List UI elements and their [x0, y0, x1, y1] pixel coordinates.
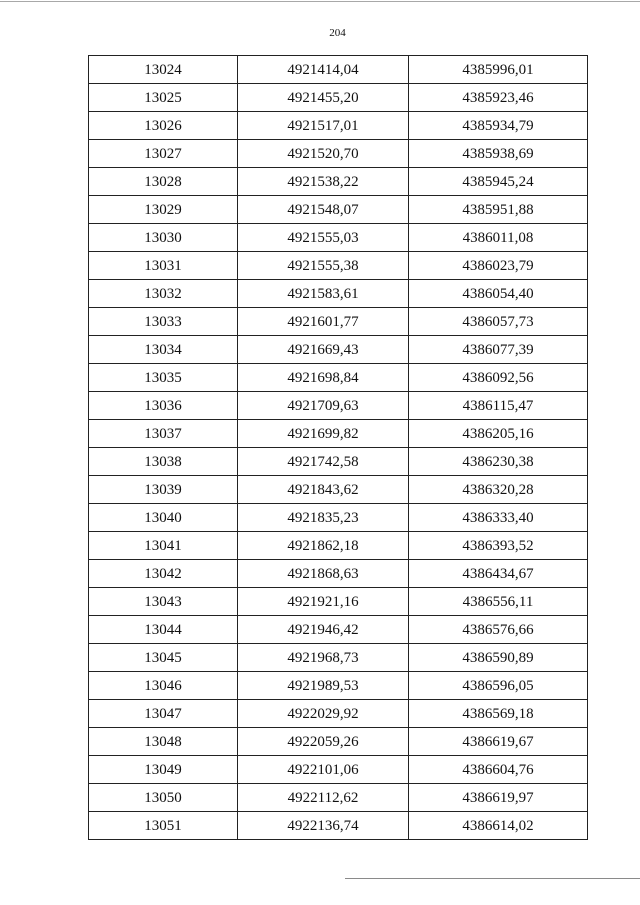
coordinate-x-cell: 4921835,23 [238, 504, 409, 532]
table-row [89, 532, 588, 560]
table-row [89, 784, 588, 812]
coordinate-y-cell: 4386576,66 [409, 616, 588, 644]
coordinate-x-cell: 4922136,74 [238, 812, 409, 840]
coordinate-y-cell: 4386619,97 [409, 784, 588, 812]
point-number-cell: 13040 [89, 504, 238, 532]
coordinate-y-cell: 4386556,11 [409, 588, 588, 616]
coordinate-x-cell: 4921583,61 [238, 280, 409, 308]
table-row [89, 700, 588, 728]
coordinate-y-cell: 4386320,28 [409, 476, 588, 504]
table-row [89, 140, 588, 168]
point-number-cell: 13039 [89, 476, 238, 504]
point-number-cell: 13038 [89, 448, 238, 476]
coordinate-y-cell: 4386619,67 [409, 728, 588, 756]
coordinate-y-cell: 4386092,56 [409, 364, 588, 392]
coordinate-x-cell: 4921669,43 [238, 336, 409, 364]
table-row [89, 112, 588, 140]
coordinate-y-cell: 4386604,76 [409, 756, 588, 784]
point-number-cell: 13044 [89, 616, 238, 644]
coordinate-x-cell: 4921709,63 [238, 392, 409, 420]
point-number-cell: 13025 [89, 84, 238, 112]
coordinate-x-cell: 4921868,63 [238, 560, 409, 588]
point-number-cell: 13048 [89, 728, 238, 756]
table-row [89, 420, 588, 448]
coordinate-y-cell: 4386596,05 [409, 672, 588, 700]
coordinate-x-cell: 4921555,38 [238, 252, 409, 280]
table-row [89, 812, 588, 840]
coordinate-x-cell: 4921698,84 [238, 364, 409, 392]
point-number-cell: 13036 [89, 392, 238, 420]
table-row [89, 224, 588, 252]
point-number-cell: 13043 [89, 588, 238, 616]
table-row [89, 392, 588, 420]
coordinate-x-cell: 4921989,53 [238, 672, 409, 700]
point-number-cell: 13051 [89, 812, 238, 840]
coordinate-y-cell: 4385945,24 [409, 168, 588, 196]
point-number-cell: 13032 [89, 280, 238, 308]
coordinate-y-cell: 4386333,40 [409, 504, 588, 532]
point-number-cell: 13049 [89, 756, 238, 784]
coordinate-x-cell: 4921921,16 [238, 588, 409, 616]
coordinates-table [88, 55, 588, 840]
point-number-cell: 13046 [89, 672, 238, 700]
coordinate-x-cell: 4921843,62 [238, 476, 409, 504]
table-row [89, 560, 588, 588]
coordinate-y-cell: 4386011,08 [409, 224, 588, 252]
coordinate-y-cell: 4386569,18 [409, 700, 588, 728]
point-number-cell: 13045 [89, 644, 238, 672]
coordinate-x-cell: 4921555,03 [238, 224, 409, 252]
coordinate-x-cell: 4922101,06 [238, 756, 409, 784]
coordinate-y-cell: 4386590,89 [409, 644, 588, 672]
scan-edge-line-bottom [345, 878, 640, 879]
coordinate-y-cell: 4386393,52 [409, 532, 588, 560]
table-row [89, 504, 588, 532]
coordinate-x-cell: 4921946,42 [238, 616, 409, 644]
table-row [89, 168, 588, 196]
coordinate-x-cell: 4921862,18 [238, 532, 409, 560]
table-row [89, 476, 588, 504]
table-row [89, 728, 588, 756]
coordinate-y-cell: 4385996,01 [409, 56, 588, 84]
point-number-cell: 13042 [89, 560, 238, 588]
coordinate-y-cell: 4386054,40 [409, 280, 588, 308]
coordinate-y-cell: 4386115,47 [409, 392, 588, 420]
table-row [89, 644, 588, 672]
point-number-cell: 13028 [89, 168, 238, 196]
point-number-cell: 13041 [89, 532, 238, 560]
coordinate-x-cell: 4921520,70 [238, 140, 409, 168]
coordinate-y-cell: 4386205,16 [409, 420, 588, 448]
point-number-cell: 13031 [89, 252, 238, 280]
point-number-cell: 13047 [89, 700, 238, 728]
table-row [89, 616, 588, 644]
page-number: 204 [329, 27, 346, 39]
coordinate-x-cell: 4922112,62 [238, 784, 409, 812]
coordinate-y-cell: 4385934,79 [409, 112, 588, 140]
table-row [89, 280, 588, 308]
point-number-cell: 13050 [89, 784, 238, 812]
table-row [89, 84, 588, 112]
table-row [89, 672, 588, 700]
coordinate-x-cell: 4922029,92 [238, 700, 409, 728]
coordinate-y-cell: 4386057,73 [409, 308, 588, 336]
coordinate-y-cell: 4385938,69 [409, 140, 588, 168]
coordinate-x-cell: 4921601,77 [238, 308, 409, 336]
coordinate-x-cell: 4922059,26 [238, 728, 409, 756]
point-number-cell: 13037 [89, 420, 238, 448]
table-row [89, 364, 588, 392]
table-row [89, 336, 588, 364]
point-number-cell: 13024 [89, 56, 238, 84]
coordinate-x-cell: 4921414,04 [238, 56, 409, 84]
point-number-cell: 13026 [89, 112, 238, 140]
scan-edge-line-top [0, 1, 640, 2]
coordinate-x-cell: 4921699,82 [238, 420, 409, 448]
coordinate-x-cell: 4921742,58 [238, 448, 409, 476]
coordinate-x-cell: 4921968,73 [238, 644, 409, 672]
coordinate-y-cell: 4386230,38 [409, 448, 588, 476]
point-number-cell: 13027 [89, 140, 238, 168]
coordinate-y-cell: 4386077,39 [409, 336, 588, 364]
coordinate-x-cell: 4921538,22 [238, 168, 409, 196]
point-number-cell: 13030 [89, 224, 238, 252]
coordinate-x-cell: 4921548,07 [238, 196, 409, 224]
table-row [89, 588, 588, 616]
coordinates-table-body [89, 56, 588, 840]
coordinate-y-cell: 4385923,46 [409, 84, 588, 112]
coordinate-y-cell: 4386614,02 [409, 812, 588, 840]
table-row [89, 448, 588, 476]
coordinate-x-cell: 4921455,20 [238, 84, 409, 112]
table-row [89, 196, 588, 224]
point-number-cell: 13033 [89, 308, 238, 336]
point-number-cell: 13034 [89, 336, 238, 364]
table-row [89, 252, 588, 280]
coordinate-y-cell: 4385951,88 [409, 196, 588, 224]
point-number-cell: 13029 [89, 196, 238, 224]
coordinate-y-cell: 4386434,67 [409, 560, 588, 588]
table-row [89, 756, 588, 784]
point-number-cell: 13035 [89, 364, 238, 392]
table-row [89, 308, 588, 336]
table-row [89, 56, 588, 84]
coordinate-y-cell: 4386023,79 [409, 252, 588, 280]
coordinate-x-cell: 4921517,01 [238, 112, 409, 140]
